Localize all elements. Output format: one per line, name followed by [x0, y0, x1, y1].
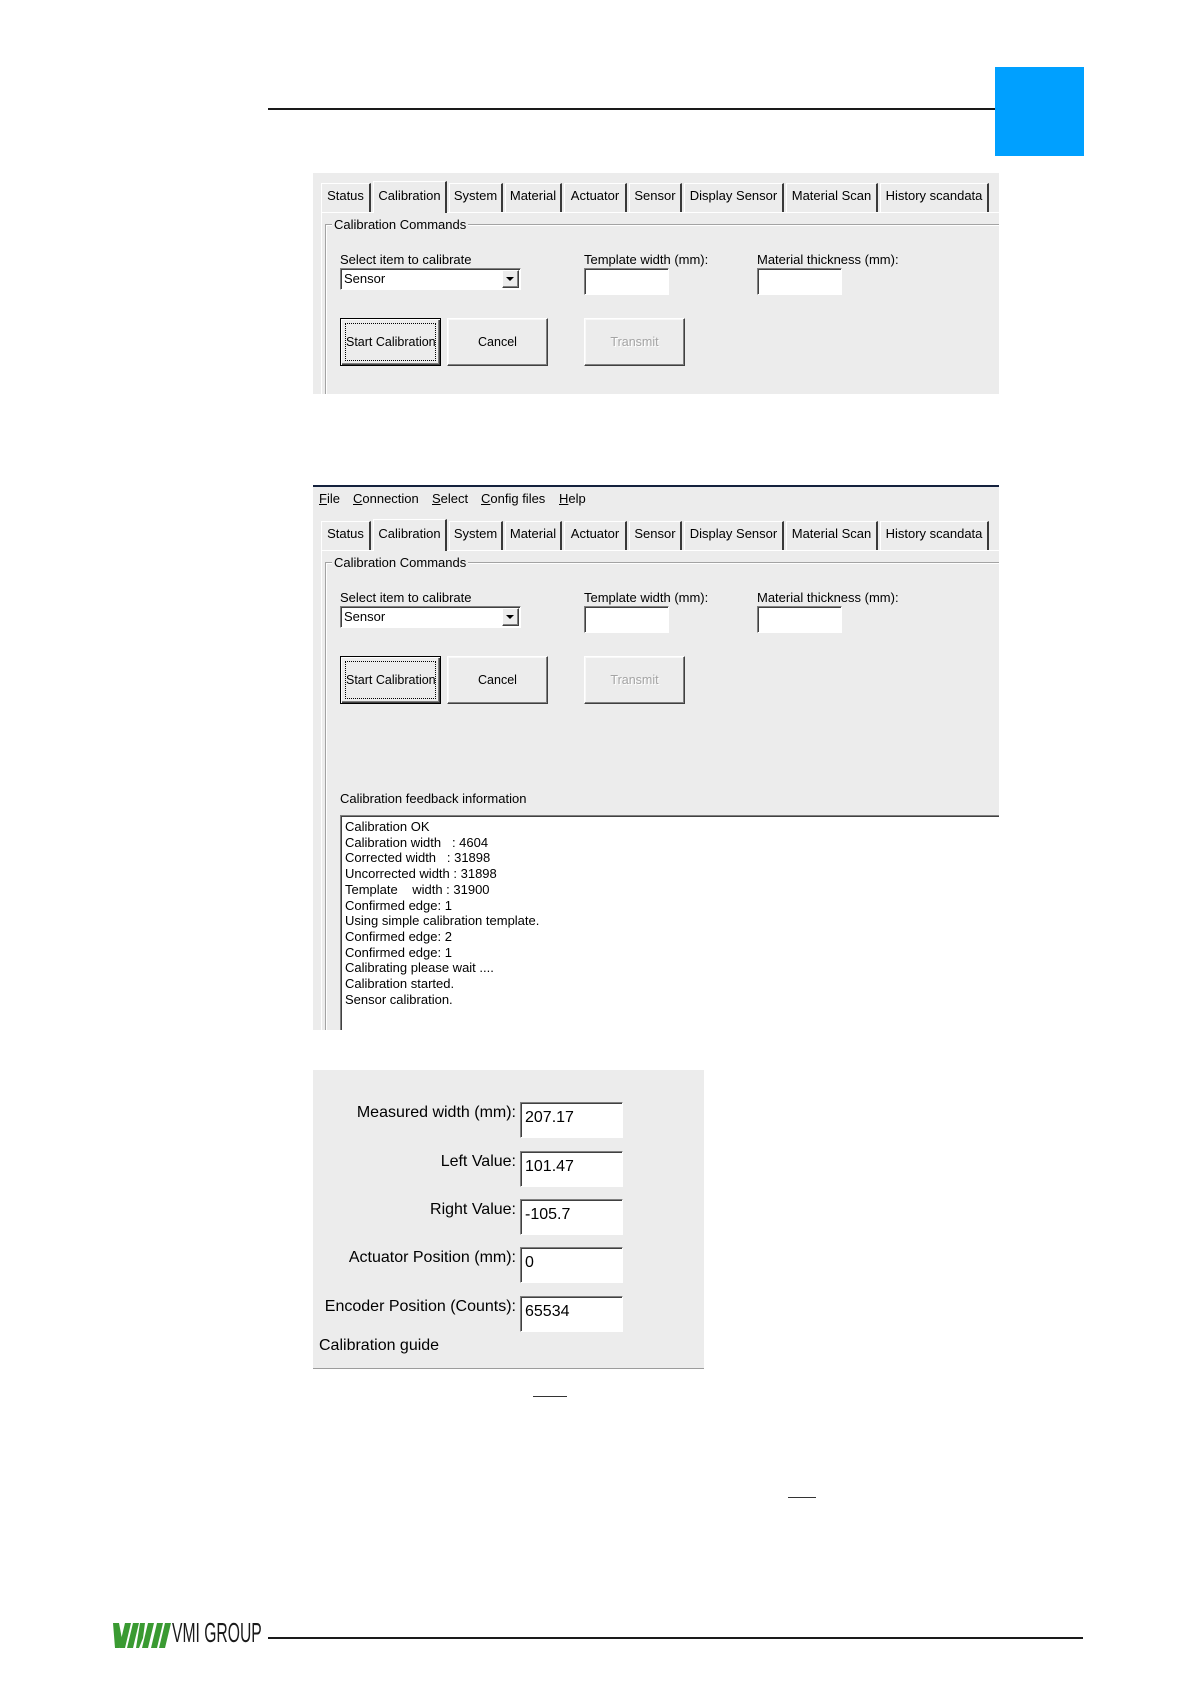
template-width-label: Template width (mm): [584, 252, 709, 267]
chevron-down-icon [506, 615, 514, 619]
calibration-tab-window [313, 173, 999, 394]
feedback-line: Uncorrected width : 31898 [345, 866, 497, 882]
calibration-commands-group [325, 224, 999, 394]
calibrate-item-select[interactable] [340, 268, 521, 290]
tab-system[interactable]: System [449, 183, 503, 212]
tab-status[interactable]: Status [321, 521, 371, 550]
left-value-field[interactable] [520, 1151, 623, 1187]
dropdown-button[interactable] [502, 608, 519, 626]
tab-actuator[interactable]: Actuator [564, 521, 627, 550]
transmit-button[interactable]: Transmit [584, 318, 685, 366]
tab-sensor[interactable]: Sensor [629, 183, 682, 212]
menu-file[interactable]: File [319, 491, 340, 506]
menu-config-files[interactable]: Config files [481, 491, 546, 506]
start-calibration-label: Start Calibration [345, 323, 436, 361]
material-thickness-input[interactable] [757, 268, 842, 295]
feedback-line: Template width : 31900 [345, 881, 490, 897]
feedback-line: Calibration started. [345, 976, 455, 992]
vmi-logo-icon [113, 1620, 171, 1650]
tab-system[interactable]: System [449, 521, 503, 550]
tab-control [313, 511, 999, 1030]
material-thickness-label: Material thickness (mm): [757, 252, 899, 267]
tab-actuator[interactable]: Actuator [564, 183, 627, 212]
tab-material-scan[interactable]: Material Scan [786, 183, 878, 212]
tab-history-scandata[interactable]: History scandata [880, 183, 989, 212]
select-item-label: Select item to calibrate [340, 252, 472, 267]
actuator-position-row [313, 1247, 704, 1283]
tab-sensor[interactable]: Sensor [629, 521, 682, 550]
menu-help[interactable]: Help [559, 491, 586, 506]
feedback-textarea[interactable] [340, 815, 999, 1030]
menu-connection[interactable]: Connection [353, 491, 419, 506]
link-underline [788, 1497, 816, 1498]
footer-rule [268, 1637, 1083, 1639]
start-calibration-label: Start Calibration [345, 661, 436, 699]
left-value-row [313, 1151, 704, 1187]
material-thickness-input[interactable] [757, 606, 842, 633]
feedback-line: Confirmed edge: 1 [345, 944, 452, 960]
feedback-line: Using simple calibration template. [345, 913, 540, 929]
tab-control [313, 173, 999, 394]
tab-status[interactable]: Status [321, 183, 371, 212]
tab-calibration[interactable]: Calibration [373, 519, 447, 551]
template-width-label: Template width (mm): [584, 590, 709, 605]
feedback-line: Corrected width : 31898 [345, 850, 491, 866]
tab-material-scan[interactable]: Material Scan [786, 521, 878, 550]
encoder-position-field[interactable] [520, 1296, 623, 1332]
group-title: Calibration Commands [334, 217, 467, 232]
chevron-down-icon [506, 277, 514, 281]
tab-display-sensor[interactable]: Display Sensor [684, 183, 784, 212]
measured-width-label: Measured width (mm): [356, 1104, 516, 1121]
template-width-input[interactable] [584, 606, 669, 633]
calibrate-item-select[interactable] [340, 606, 521, 628]
right-value-row [313, 1199, 704, 1235]
dropdown-button[interactable] [502, 270, 519, 288]
feedback-label: Calibration feedback information [340, 791, 527, 806]
actuator-position-field[interactable] [520, 1247, 623, 1283]
feedback-line: Confirmed edge: 1 [345, 897, 452, 913]
cancel-button[interactable]: Cancel [447, 318, 548, 366]
group-title: Calibration Commands [334, 555, 467, 570]
tab-history-scandata[interactable]: History scandata [880, 521, 989, 550]
tab-strip [321, 519, 991, 551]
left-value-label: Left Value: [440, 1153, 516, 1170]
material-thickness-label: Material thickness (mm): [757, 590, 899, 605]
select-value: Sensor [344, 271, 386, 286]
calibration-guide-panel [313, 1070, 704, 1369]
feedback-line: Calibrating please wait .... [345, 960, 494, 976]
tab-material[interactable]: Material [505, 183, 562, 212]
tab-display-sensor[interactable]: Display Sensor [684, 521, 784, 550]
menu-bar [313, 485, 999, 511]
vmi-group-logo-text: VMI GROUP [172, 1617, 262, 1648]
tab-strip [321, 181, 991, 213]
select-value: Sensor [344, 609, 386, 624]
feedback-line: Calibration width : 4604 [345, 834, 489, 850]
select-item-label: Select item to calibrate [340, 590, 472, 605]
calibration-feedback-window [313, 485, 999, 1030]
calibration-guide-title: Calibration guide [319, 1337, 440, 1354]
transmit-button[interactable]: Transmit [584, 656, 685, 704]
feedback-line: Sensor calibration. [345, 991, 453, 1007]
header-rule [268, 108, 995, 110]
cancel-button[interactable]: Cancel [447, 656, 548, 704]
tab-calibration[interactable]: Calibration [373, 181, 447, 213]
right-value-field[interactable] [520, 1199, 623, 1235]
tab-material[interactable]: Material [505, 521, 562, 550]
encoder-position-row [313, 1296, 704, 1332]
measured-width-field[interactable] [520, 1102, 623, 1138]
chapter-tab-marker [995, 67, 1084, 156]
feedback-line: Calibration OK [345, 819, 430, 834]
measured-width-row [313, 1102, 704, 1138]
right-value-label: Right Value: [430, 1201, 516, 1218]
menu-select[interactable]: Select [432, 491, 469, 506]
actuator-position-label: Actuator Position (mm): [348, 1249, 516, 1266]
feedback-line: Confirmed edge: 2 [345, 928, 452, 944]
start-calibration-button[interactable] [340, 318, 441, 366]
link-underline [533, 1396, 567, 1397]
start-calibration-button[interactable] [340, 656, 441, 704]
encoder-position-label: Encoder Position (Counts): [324, 1298, 516, 1315]
template-width-input[interactable] [584, 268, 669, 295]
